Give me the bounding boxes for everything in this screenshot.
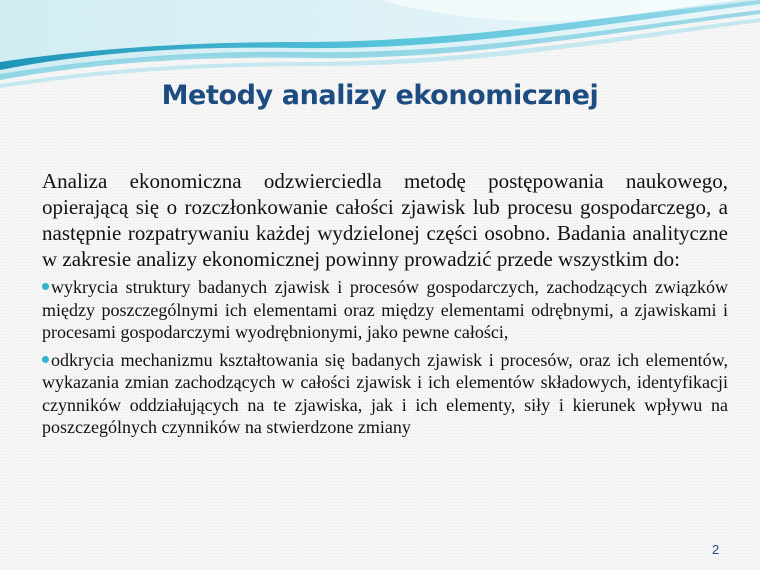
page-number: 2 [712,542,720,557]
intro-paragraph: Analiza ekonomiczna odzwierciedla metodę postępowania naukowego, opierającą się o rozczłonkowanie całości zjawisk lub procesu gospodarczego, a następnie rozpatrywaniu każdej wydzielonej części osobno. Badania analityczne w zakresie analizy ekonomicznej powinny prowadzić przede wszystkim do: [42,169,728,271]
decorative-wave-header [0,0,760,90]
bullet-item [42,349,728,439]
bullet-dot-icon [42,356,49,363]
bullet-dot-icon [42,283,49,290]
bullet-item [42,276,728,344]
slide-title: Metody analizy ekonomicznej [161,80,599,111]
bullet-text: wykrycia struktury badanych zjawisk i procesów gospodarczych, zachodzących związków między poszczególnymi ich elementami oraz między elementami odrębnymi, a zjawiskami i procesami gospodarczymi wyodrębnionymi, jako pewne całości, [42,277,728,342]
slide-body [42,168,728,444]
bullet-text: odkrycia mechanizmu kształtowania się badanych zjawisk i procesów, oraz ich elementów, wykazania zmian zachodzących w całości zjawisk i ich elementów składowych, identyfikacji czynników oddziałujących na te zjawiska, jak i ich elementy, siły i kierunek wpływu na poszczególnych czynników na stwierdzone zmiany [42,349,728,437]
